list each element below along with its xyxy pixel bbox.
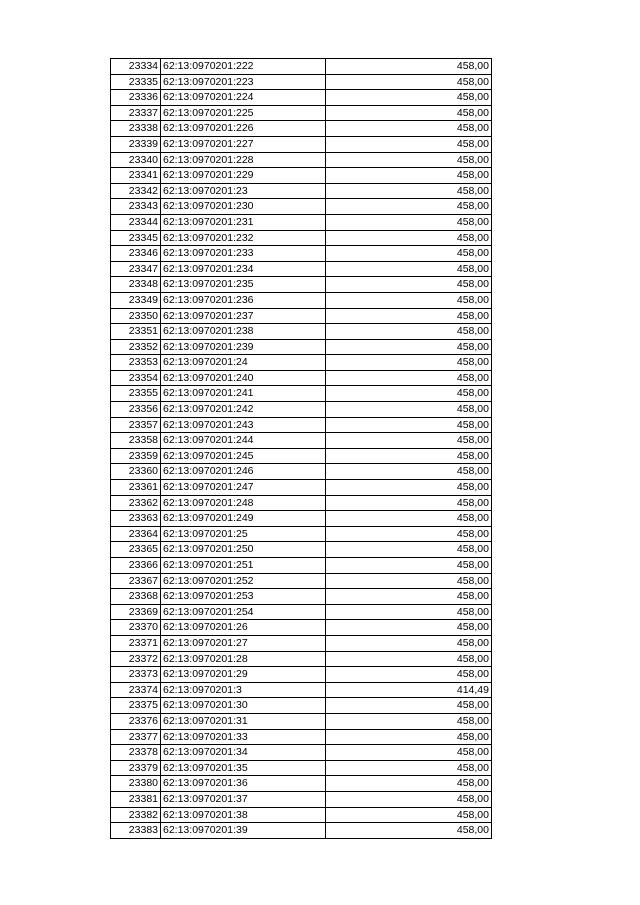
cadastral-number-cell: 62:13:0970201:37	[161, 791, 326, 807]
row-number-cell: 23356	[111, 402, 161, 418]
table-row	[111, 214, 492, 230]
value-cell: 458,00	[326, 698, 492, 714]
row-number-cell: 23362	[111, 495, 161, 511]
value-cell: 458,00	[326, 90, 492, 106]
table-row	[111, 386, 492, 402]
table-row	[111, 230, 492, 246]
value-cell: 458,00	[326, 74, 492, 90]
value-cell: 458,00	[326, 402, 492, 418]
value-cell: 458,00	[326, 495, 492, 511]
row-number-cell: 23346	[111, 246, 161, 262]
cadastral-number-cell: 62:13:0970201:247	[161, 480, 326, 496]
table-row	[111, 59, 492, 75]
cadastral-number-cell: 62:13:0970201:35	[161, 760, 326, 776]
cadastral-number-cell: 62:13:0970201:245	[161, 448, 326, 464]
value-cell: 458,00	[326, 729, 492, 745]
value-cell: 458,00	[326, 417, 492, 433]
table-row	[111, 511, 492, 527]
table-row	[111, 745, 492, 761]
table-row	[111, 526, 492, 542]
value-cell: 458,00	[326, 246, 492, 262]
value-cell: 458,00	[326, 464, 492, 480]
cadastral-number-cell: 62:13:0970201:243	[161, 417, 326, 433]
row-number-cell: 23365	[111, 542, 161, 558]
value-cell: 458,00	[326, 558, 492, 574]
table-row	[111, 402, 492, 418]
row-number-cell: 23373	[111, 667, 161, 683]
row-number-cell: 23357	[111, 417, 161, 433]
value-cell: 458,00	[326, 370, 492, 386]
cadastral-number-cell: 62:13:0970201:34	[161, 745, 326, 761]
cadastral-number-cell: 62:13:0970201:232	[161, 230, 326, 246]
value-cell: 458,00	[326, 168, 492, 184]
table-row	[111, 199, 492, 215]
table-row	[111, 667, 492, 683]
cadastral-number-cell: 62:13:0970201:33	[161, 729, 326, 745]
table-row	[111, 339, 492, 355]
row-number-cell: 23351	[111, 324, 161, 340]
row-number-cell: 23355	[111, 386, 161, 402]
row-number-cell: 23381	[111, 791, 161, 807]
row-number-cell: 23337	[111, 105, 161, 121]
table-row	[111, 635, 492, 651]
table-row	[111, 90, 492, 106]
cadastral-number-cell: 62:13:0970201:25	[161, 526, 326, 542]
cadastral-number-cell: 62:13:0970201:39	[161, 823, 326, 839]
cadastral-number-cell: 62:13:0970201:253	[161, 589, 326, 605]
cadastral-number-cell: 62:13:0970201:248	[161, 495, 326, 511]
value-cell: 458,00	[326, 277, 492, 293]
table-row	[111, 417, 492, 433]
cadastral-number-cell: 62:13:0970201:225	[161, 105, 326, 121]
table-row	[111, 698, 492, 714]
table-row	[111, 277, 492, 293]
value-cell: 458,00	[326, 760, 492, 776]
row-number-cell: 23352	[111, 339, 161, 355]
row-number-cell: 23334	[111, 59, 161, 75]
value-cell: 458,00	[326, 635, 492, 651]
value-cell: 458,00	[326, 713, 492, 729]
row-number-cell: 23371	[111, 635, 161, 651]
table-row	[111, 355, 492, 371]
row-number-cell: 23347	[111, 261, 161, 277]
cadastral-number-cell: 62:13:0970201:242	[161, 402, 326, 418]
table-row	[111, 74, 492, 90]
value-cell: 458,00	[326, 199, 492, 215]
row-number-cell: 23364	[111, 526, 161, 542]
row-number-cell: 23353	[111, 355, 161, 371]
cadastral-number-cell: 62:13:0970201:231	[161, 214, 326, 230]
cadastral-number-cell: 62:13:0970201:250	[161, 542, 326, 558]
value-cell: 458,00	[326, 433, 492, 449]
row-number-cell: 23336	[111, 90, 161, 106]
cadastral-number-cell: 62:13:0970201:26	[161, 620, 326, 636]
cadastral-number-cell: 62:13:0970201:226	[161, 121, 326, 137]
row-number-cell: 23370	[111, 620, 161, 636]
row-number-cell: 23360	[111, 464, 161, 480]
row-number-cell: 23342	[111, 183, 161, 199]
row-number-cell: 23361	[111, 480, 161, 496]
table-row	[111, 324, 492, 340]
table-row	[111, 589, 492, 605]
value-cell: 458,00	[326, 292, 492, 308]
value-cell: 458,00	[326, 308, 492, 324]
row-number-cell: 23345	[111, 230, 161, 246]
value-cell: 458,00	[326, 526, 492, 542]
value-cell: 458,00	[326, 121, 492, 137]
cadastral-number-cell: 62:13:0970201:234	[161, 261, 326, 277]
cadastral-number-cell: 62:13:0970201:229	[161, 168, 326, 184]
row-number-cell: 23383	[111, 823, 161, 839]
table-row	[111, 308, 492, 324]
row-number-cell: 23359	[111, 448, 161, 464]
value-cell: 458,00	[326, 105, 492, 121]
table-row	[111, 480, 492, 496]
table-row	[111, 448, 492, 464]
value-cell: 458,00	[326, 620, 492, 636]
cadastral-number-cell: 62:13:0970201:36	[161, 776, 326, 792]
cadastral-number-cell: 62:13:0970201:3	[161, 682, 326, 698]
row-number-cell: 23340	[111, 152, 161, 168]
table-row	[111, 152, 492, 168]
row-number-cell: 23349	[111, 292, 161, 308]
table-row	[111, 464, 492, 480]
cadastral-number-cell: 62:13:0970201:238	[161, 324, 326, 340]
row-number-cell: 23335	[111, 74, 161, 90]
cadastral-number-cell: 62:13:0970201:228	[161, 152, 326, 168]
row-number-cell: 23380	[111, 776, 161, 792]
value-cell: 458,00	[326, 136, 492, 152]
table-row	[111, 183, 492, 199]
value-cell: 458,00	[326, 807, 492, 823]
table-row	[111, 261, 492, 277]
value-cell: 458,00	[326, 339, 492, 355]
table-row	[111, 620, 492, 636]
row-number-cell: 23375	[111, 698, 161, 714]
table-row	[111, 807, 492, 823]
cadastral-number-cell: 62:13:0970201:29	[161, 667, 326, 683]
cadastral-number-cell: 62:13:0970201:230	[161, 199, 326, 215]
row-number-cell: 23368	[111, 589, 161, 605]
value-cell: 414,49	[326, 682, 492, 698]
row-number-cell: 23382	[111, 807, 161, 823]
cadastral-number-cell: 62:13:0970201:224	[161, 90, 326, 106]
cadastral-number-cell: 62:13:0970201:31	[161, 713, 326, 729]
row-number-cell: 23354	[111, 370, 161, 386]
row-number-cell: 23363	[111, 511, 161, 527]
table-row	[111, 558, 492, 574]
cadastral-number-cell: 62:13:0970201:240	[161, 370, 326, 386]
cadastral-number-cell: 62:13:0970201:241	[161, 386, 326, 402]
row-number-cell: 23376	[111, 713, 161, 729]
value-cell: 458,00	[326, 324, 492, 340]
value-cell: 458,00	[326, 589, 492, 605]
table-row	[111, 433, 492, 449]
value-cell: 458,00	[326, 511, 492, 527]
row-number-cell: 23338	[111, 121, 161, 137]
table-row	[111, 542, 492, 558]
cadastral-number-cell: 62:13:0970201:23	[161, 183, 326, 199]
row-number-cell: 23343	[111, 199, 161, 215]
cadastral-number-cell: 62:13:0970201:252	[161, 573, 326, 589]
table-row	[111, 136, 492, 152]
row-number-cell: 23350	[111, 308, 161, 324]
cadastral-number-cell: 62:13:0970201:227	[161, 136, 326, 152]
row-number-cell: 23348	[111, 277, 161, 293]
cadastral-number-cell: 62:13:0970201:236	[161, 292, 326, 308]
table-row	[111, 370, 492, 386]
table-row	[111, 823, 492, 839]
value-cell: 458,00	[326, 776, 492, 792]
value-cell: 458,00	[326, 152, 492, 168]
cadastral-number-cell: 62:13:0970201:254	[161, 604, 326, 620]
table-row	[111, 168, 492, 184]
table-row	[111, 776, 492, 792]
cadastral-number-cell: 62:13:0970201:233	[161, 246, 326, 262]
table-row	[111, 682, 492, 698]
row-number-cell: 23366	[111, 558, 161, 574]
row-number-cell: 23377	[111, 729, 161, 745]
value-cell: 458,00	[326, 386, 492, 402]
cadastral-number-cell: 62:13:0970201:235	[161, 277, 326, 293]
table-row	[111, 121, 492, 137]
value-cell: 458,00	[326, 745, 492, 761]
row-number-cell: 23341	[111, 168, 161, 184]
value-cell: 458,00	[326, 573, 492, 589]
value-cell: 458,00	[326, 480, 492, 496]
value-cell: 458,00	[326, 542, 492, 558]
cadastral-number-cell: 62:13:0970201:222	[161, 59, 326, 75]
row-number-cell: 23378	[111, 745, 161, 761]
row-number-cell: 23374	[111, 682, 161, 698]
cadastral-number-cell: 62:13:0970201:239	[161, 339, 326, 355]
value-cell: 458,00	[326, 214, 492, 230]
table-row	[111, 246, 492, 262]
row-number-cell: 23367	[111, 573, 161, 589]
table-row	[111, 573, 492, 589]
table-row	[111, 791, 492, 807]
cadastral-number-cell: 62:13:0970201:237	[161, 308, 326, 324]
value-cell: 458,00	[326, 791, 492, 807]
value-cell: 458,00	[326, 823, 492, 839]
table-row	[111, 495, 492, 511]
table-row	[111, 292, 492, 308]
table-row	[111, 729, 492, 745]
table-row	[111, 713, 492, 729]
table-row	[111, 760, 492, 776]
cadastral-number-cell: 62:13:0970201:30	[161, 698, 326, 714]
cadastral-number-cell: 62:13:0970201:251	[161, 558, 326, 574]
value-cell: 458,00	[326, 651, 492, 667]
value-cell: 458,00	[326, 183, 492, 199]
row-number-cell: 23358	[111, 433, 161, 449]
cadastral-value-table	[110, 58, 492, 839]
value-cell: 458,00	[326, 261, 492, 277]
cadastral-number-cell: 62:13:0970201:223	[161, 74, 326, 90]
row-number-cell: 23344	[111, 214, 161, 230]
cadastral-number-cell: 62:13:0970201:249	[161, 511, 326, 527]
cadastral-number-cell: 62:13:0970201:27	[161, 635, 326, 651]
value-cell: 458,00	[326, 59, 492, 75]
row-number-cell: 23372	[111, 651, 161, 667]
cadastral-number-cell: 62:13:0970201:244	[161, 433, 326, 449]
row-number-cell: 23369	[111, 604, 161, 620]
cadastral-number-cell: 62:13:0970201:246	[161, 464, 326, 480]
table-row	[111, 105, 492, 121]
cadastral-number-cell: 62:13:0970201:38	[161, 807, 326, 823]
cadastral-number-cell: 62:13:0970201:28	[161, 651, 326, 667]
value-cell: 458,00	[326, 230, 492, 246]
value-cell: 458,00	[326, 604, 492, 620]
value-cell: 458,00	[326, 355, 492, 371]
table-row	[111, 651, 492, 667]
value-cell: 458,00	[326, 448, 492, 464]
cadastral-number-cell: 62:13:0970201:24	[161, 355, 326, 371]
table-body	[111, 59, 492, 839]
value-cell: 458,00	[326, 667, 492, 683]
row-number-cell: 23379	[111, 760, 161, 776]
table-row	[111, 604, 492, 620]
row-number-cell: 23339	[111, 136, 161, 152]
